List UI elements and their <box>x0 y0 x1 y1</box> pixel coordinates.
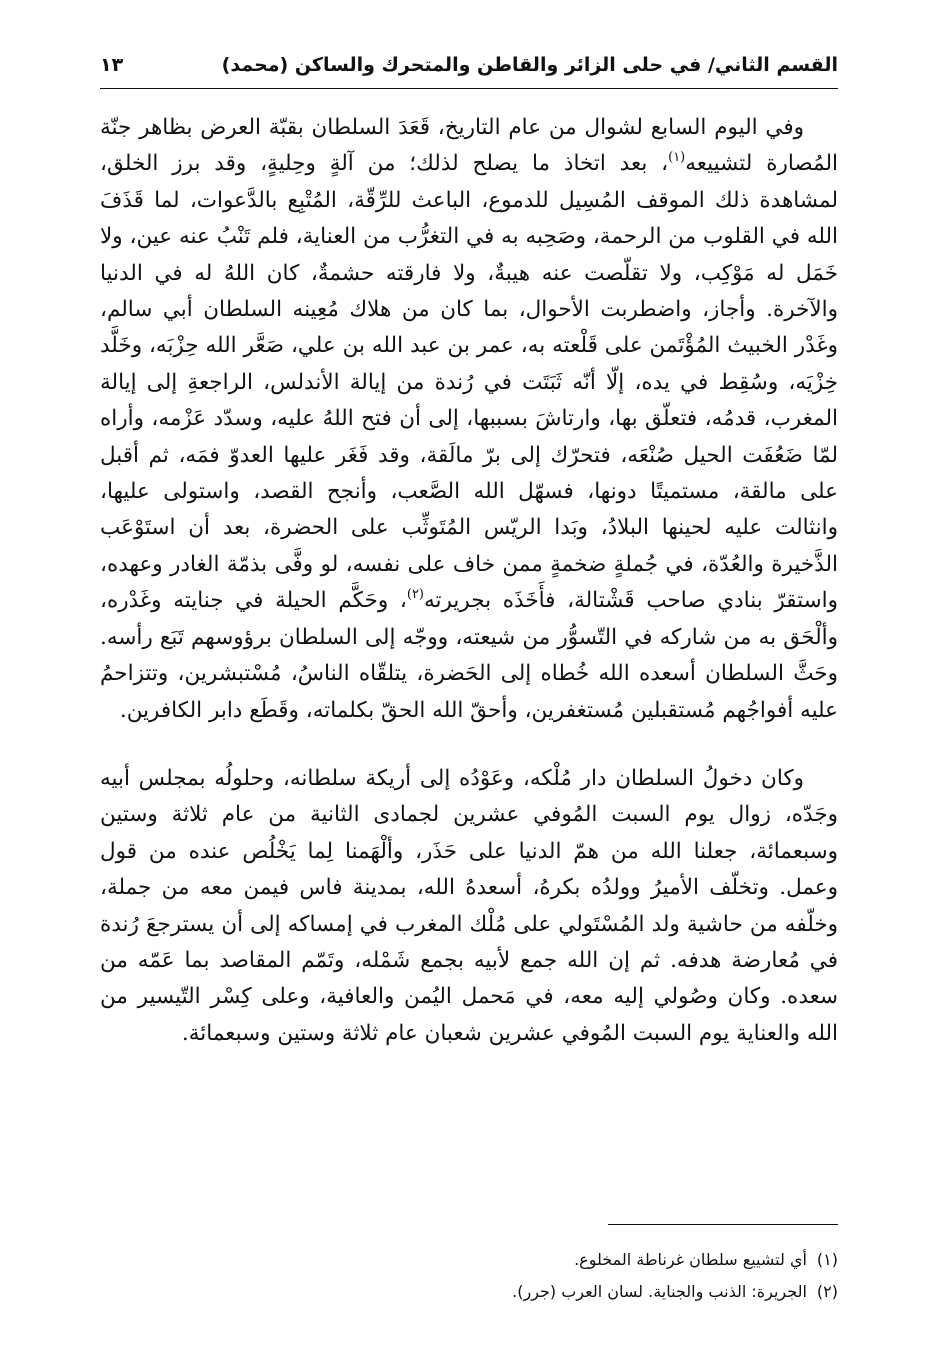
footnote-1-text: أي لتشييع سلطان غرناطة المخلوع. <box>574 1250 807 1269</box>
footnote-1-number: (١) <box>816 1250 838 1269</box>
book-page <box>100 40 838 1340</box>
footnote-2 <box>100 1276 838 1308</box>
footnote-rule <box>608 1224 838 1225</box>
header-rule <box>100 88 838 89</box>
footnote-ref-1: (١) <box>668 150 686 166</box>
page-number: ١٣ <box>100 54 124 76</box>
footnote-2-text: الجريرة: الذنب والجناية. لسان العرب (جرر). <box>512 1282 807 1301</box>
paragraph-1-part-b: ، بعد اتخاذ ما يصلح لذلك؛ من آلةٍ وحِليةٍ، وقد برز الخلق، لمشاهدة ذلك الموقف المُسِيل للدموع، الباعث للرِّقّة، المُتْبِع بالدَّعوات، لما قَذَفَ الله في القلوب من الرحمة، وصَحِبه به في التغرُّب من العناية، فلم تَنْبُ عنه عين، ولا خَمَل له مَوْكِب، ولا تقلّصت عنه هيبةٌ، ولا فارقته حشمةٌ، كان اللهُ له في الدنيا والآخرة. وأجاز، واضطربت الأحوال، بما كان من هلاك مُعِينه السلطان أبي سالم، وغَدْر الخبيث المُؤْتَمن على قَلْعته به، عمر بن عبد الله بن علي، صَعَّر الله حِزْبَه، وخَلَّد خِزْيَه، وسُقِط في يده، إلّا أنّه ثَبَتَت في رُندة من إيالة الأندلس، الراجعةِ إلى إيالة المغرب، قدمُه، فتعلّق بها، وارتاشَ بسببها، إلى أن فتح اللهُ عليه، وسدّد عَزْمه، وأراه لمّا ضَعُفَت الحيل صُنْعَه، فتحرّك إلى برّ مالَقة، وقد فَغَر عليها العدوّ فمَه، ثم أقبل على مالقة، مستميتًا دونها، فسهّل الله الصَّعب، وأنجح القصد، واستولى عليها، وانثالت عليه لحينها البلادُ، وبَدا الريّس المُتَوثِّب على الحضرة، بعد أن استَوْعَب الذَّخيرة والعُدّة، في جُملةٍ ضخمةٍ ممن خاف على نفسه، لو وفَّى بذمّة الغادر وعهده، واستقرّ بنادي صاحب قَشْتالة، فأَخَذَه بجريرته <box>100 151 838 614</box>
footnote-1 <box>100 1244 838 1276</box>
paragraph-1 <box>100 110 838 729</box>
footnotes <box>100 1244 838 1308</box>
paragraph-1-part-a: وفي اليوم السابع لشوال من عام التاريخ، قَعَدَ السلطان بقبّة العرض بظاهر جنّة المُصارة لتشييعه <box>100 115 838 177</box>
running-header-title: القسم الثاني/ في حلى الزائر والقاطن والمتحرك والساكن (محمد) <box>221 54 838 76</box>
paragraph-2: وكان دخولُ السلطان دار مُلْكه، وعَوْدُه إلى أريكة سلطانه، وحلولُه بمجلس أبيه وجَدّه، زوال يوم السبت المُوفي عشرين لجمادى الثانية من عام ثلاثة وستين وسبعمائة، جعلنا الله من همّ الدنيا على حَذَر، وألْهَمنا لِما يَخْلُص عنده من قول وعمل. وتخلّف الأميرُ وولدُه بكرهُ، أسعدهُ الله، بمدينة فاس فيمن معه من جملة، وخلّفه من حاشية ولد المُسْتَولي على مُلْك المغرب في إمساكه إلى أن يسترجعَ رُندة في مُعارضة هدفه. ثم إن الله جمع لأبيه بجمع شَمْله، وتَمّم المقاصد بما عَمّه من سعده. وكان وصُولي إليه معه، في مَحمل اليُمن والعافية، وعلى كِسْر التّيسير من الله والعناية يوم السبت المُوفي عشرين شعبان عام ثلاثة وستين وسبعمائة. <box>100 765 838 1046</box>
footnote-2-number: (٢) <box>816 1282 838 1301</box>
footnote-ref-2: (٢) <box>406 587 424 603</box>
paragraph-1-part-c: ، وحَكَّم الحيلة في جنايته وغَدْره، وألْحَق به من شاركه في التّسوُّر من شيعته، ووجّه إلى السلطان برؤوسهم تَبَع رأسه. وحَثَّ السلطان أسعده الله خُطاه إلى الحَضرة، يتلقّاه الناسُ، مُسْتبشرين، وتتزاحمُ عليه أفواجُهم مُستقبلين مُستغفرين، وأحقّ الله الحقّ بكلماته، وقَطَع دابر الكافرين. <box>100 588 838 723</box>
main-text <box>100 110 838 1052</box>
running-header <box>100 54 838 90</box>
